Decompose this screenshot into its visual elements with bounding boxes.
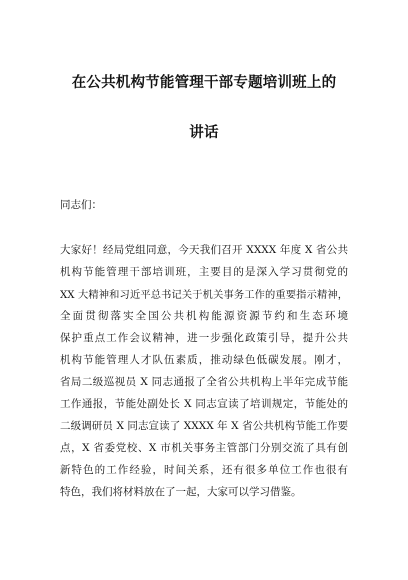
body-line-8: 工作通报，节能处副处长 X 同志宣读了培训规定，节能处的	[60, 398, 348, 410]
body-line-6: 机构节能管理人才队伍素质，推动绿色低碳发展。刚才，	[60, 354, 348, 366]
document-title-line-2: 讲话	[189, 125, 219, 141]
body-line-9: 二级调研员 X 同志宣读了 XXXX 年 X 省公共机构节能工作要	[60, 420, 348, 432]
body-line-12: 特色，我们将材料放在了一起，大家可以学习借鉴。	[60, 486, 302, 498]
body-line-1: 大家好！经局党组同意，今天我们召开 XXXX 年度 X 省公共	[60, 244, 348, 256]
body-line-5: 保护重点工作会议精神，进一步强化政策引导，提升公共	[60, 332, 348, 344]
document-title-line-1: 在公共机构节能管理干部专题培训班上的	[71, 75, 337, 91]
body-line-10: 点，X 省委党校、X 市机关事务主管部门分别交流了具有创	[60, 442, 348, 454]
body-line-2: 机构节能管理干部培训班，主要目的是深入学习贯彻党的	[60, 266, 348, 278]
body-line-11: 新特色的工作经验，时间关系，还有很多单位工作也很有	[60, 464, 348, 476]
salutation: 同志们：	[60, 199, 102, 211]
body-line-4: 全面贯彻落实全国公共机构能源资源节约和生态环境	[60, 310, 348, 322]
body-line-7: 省局二级巡视员 X 同志通报了全省公共机构上半年完成节能	[60, 376, 348, 388]
body-line-3: XX 大精神和习近平总书记关于机关事务工作的重要指示精神，	[60, 289, 348, 301]
